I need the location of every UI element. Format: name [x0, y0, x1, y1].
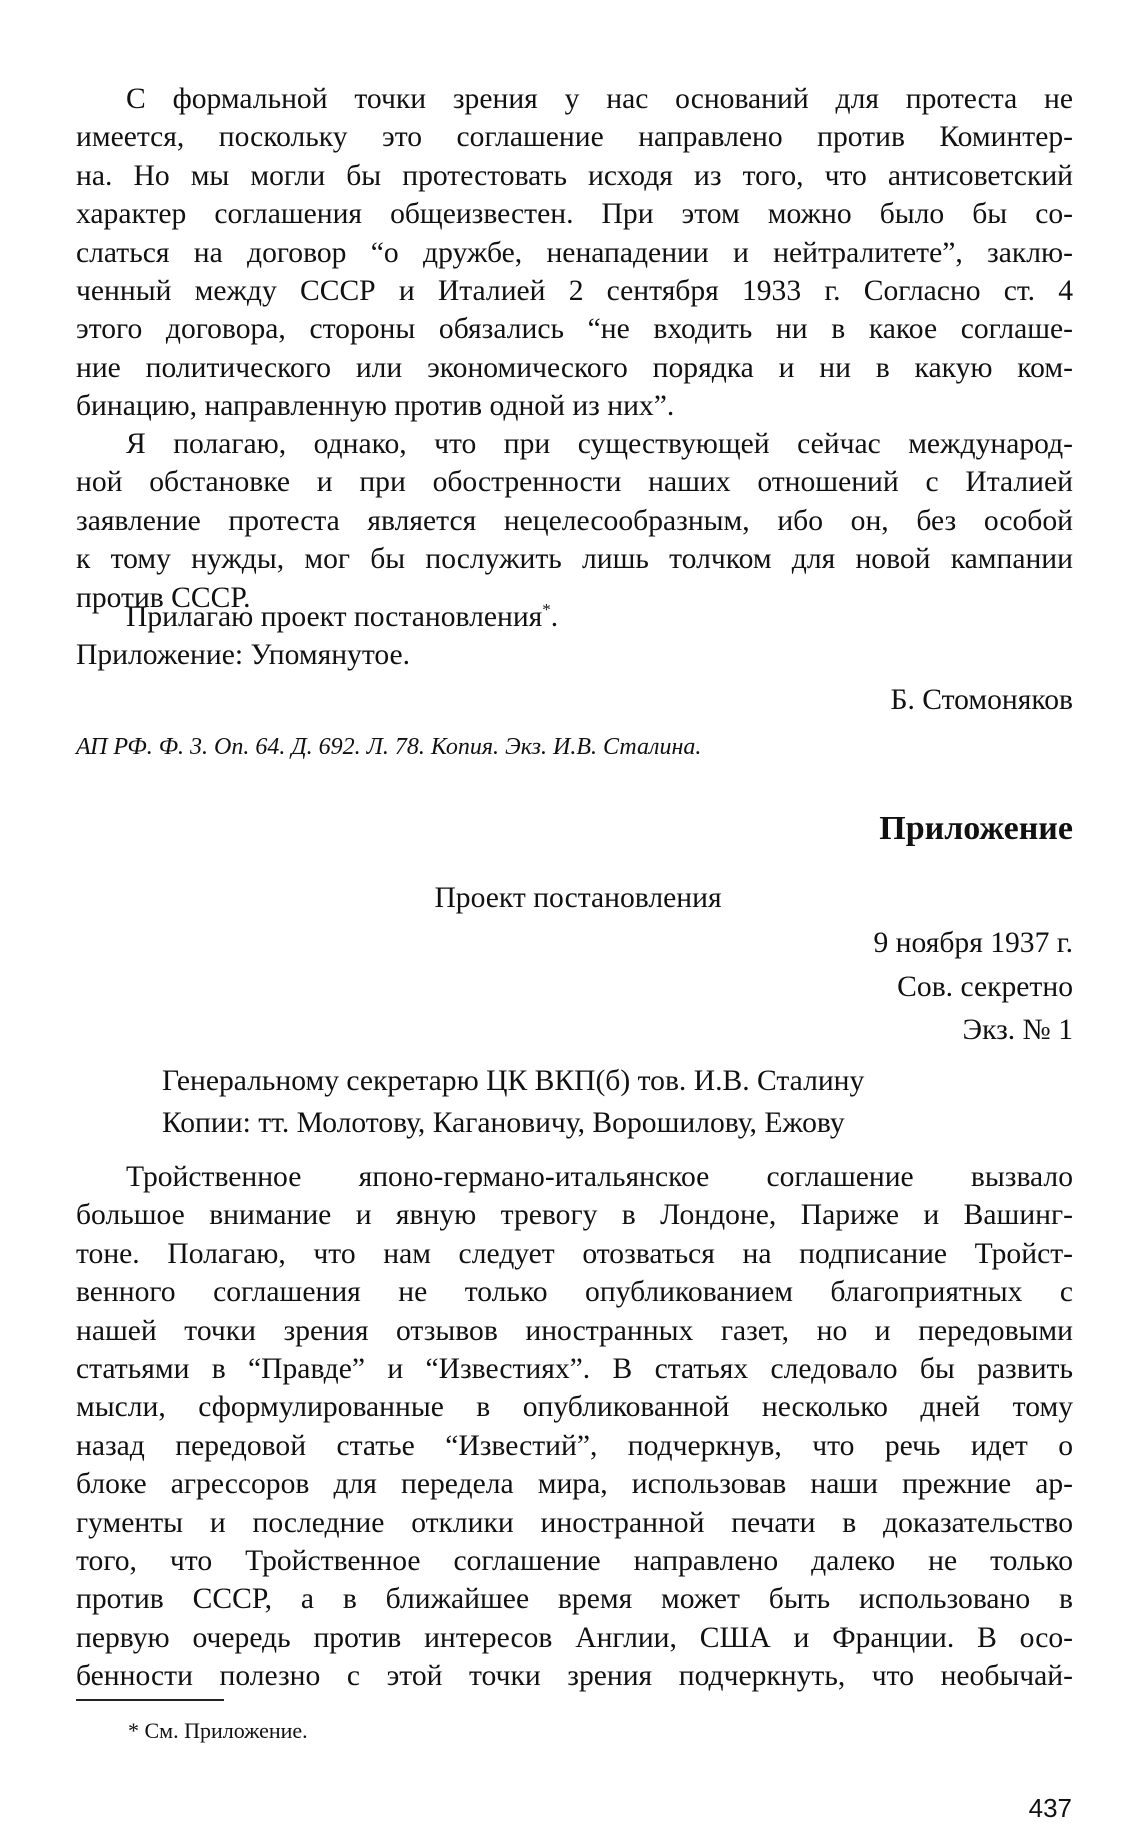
- paragraph-3-line: Тройственное японо-германо-итальянское соглашение вызвало: [126, 1161, 1073, 1193]
- paragraph-2-rest: [76, 463, 1073, 620]
- footnote-divider: [76, 1699, 224, 1701]
- archive-reference: АП РФ. Ф. 3. Оп. 64. Д. 692. Л. 78. Копия. Экз. И.В. Сталина.: [76, 734, 702, 760]
- paragraph-3-line: против СССР, а в ближайшее время может быть использовано в: [76, 1583, 1073, 1616]
- copy-number: Экз. № 1: [962, 1014, 1073, 1046]
- page-number: 437: [1028, 1793, 1072, 1823]
- secrecy-stamp: Сов. секретно: [897, 971, 1073, 1003]
- paragraph-1-line: С формальной точки зрения у нас оснований для протеста не: [126, 83, 1073, 115]
- appendix-heading: Приложение: [879, 810, 1073, 847]
- paragraph-3-line: назад передовой статье “Известий”, подчеркнув, что речь идет о: [76, 1429, 1073, 1462]
- paragraph-1-line: бинацию, направленную против одной из них”.: [76, 390, 675, 423]
- paragraph-2-line: ной обстановке и при обостренности наших отношений с Италией: [76, 466, 1073, 499]
- signature: Б. Стомоняков: [890, 684, 1073, 716]
- paragraph-1: [76, 80, 1073, 118]
- appendix-line: Приложение: Упомянутое.: [76, 639, 411, 671]
- paragraph-3-line: бенности полезно с этой точки зрения подчеркнуть, что необычай-: [76, 1660, 1073, 1693]
- paragraph-2-line: заявление протеста является нецелесообразным, ибо он, без особой: [76, 504, 1073, 537]
- paragraph-2-line: к тому нужды, мог бы послужить лишь толчком для новой кампании: [76, 543, 1073, 576]
- paragraph-1-rest: [76, 118, 1073, 425]
- attachment-period: .: [550, 601, 559, 633]
- paragraph-3-line: мысли, сформулированные в опубликованной несколько дней тому: [76, 1391, 1073, 1424]
- paragraph-1-line: характер соглашения общеизвестен. При этом можно было бы со-: [76, 198, 1073, 231]
- paragraph-3-line: большое внимание и явную тревогу в Лондоне, Париже и Вашинг-: [76, 1199, 1073, 1232]
- paragraph-2-line: против СССР.: [76, 581, 251, 614]
- draft-title: Проект постановления: [434, 882, 722, 914]
- paragraph-3-body: [76, 1196, 1073, 1695]
- paragraph-2: [76, 425, 1073, 463]
- copies-to: Копии: тт. Молотову, Кагановичу, Ворошилову, Ежову: [162, 1107, 845, 1139]
- footnote: * См. Приложение.: [128, 1718, 308, 1743]
- paragraph-1-line: ченный между СССР и Италией 2 сентября 1933 г. Согласно ст. 4: [76, 275, 1073, 308]
- paragraph-3-line: блоке агрессоров для передела мира, использовав наши прежние ар-: [76, 1468, 1073, 1501]
- document-date: 9 ноября 1937 г.: [873, 927, 1073, 959]
- paragraph-3-line: венного соглашения не только опубликованием благоприятных с: [76, 1276, 1073, 1309]
- paragraph-1-line: ние политического или экономического порядка и ни в какую ком-: [76, 351, 1073, 384]
- paragraph-2-line: Я полагаю, однако, что при существующей сейчас международ-: [126, 428, 1073, 460]
- paragraph-3-line: первую очередь против интересов Англии, США и Франции. В осо-: [76, 1621, 1073, 1654]
- paragraph-2-body: [76, 463, 1073, 620]
- attachment-text: Прилагаю проект постановления: [126, 601, 543, 633]
- paragraph-2-first: [76, 425, 1073, 463]
- attachment-note: [126, 598, 558, 636]
- footnote-mark: *: [542, 600, 551, 620]
- paragraph-3-line: того, что Тройственное соглашение направлено далеко не только: [76, 1545, 1073, 1578]
- paragraph-3-line: тоне. Полагаю, что нам следует отозваться на подписание Тройст-: [76, 1237, 1073, 1270]
- paragraph-3-line: нашей точки зрения отзывов иностранных газет, но и передовыми: [76, 1314, 1073, 1347]
- paragraph-3-line: гументы и последние отклики иностранной печати в доказательство: [76, 1506, 1073, 1539]
- paragraph-1-body: [76, 118, 1073, 425]
- addressee: Генеральному секретарю ЦК ВКП(б) тов. И.В. Сталину: [162, 1065, 865, 1097]
- paragraph-1-line: имеется, поскольку это соглашение направлено против Коминтер-: [76, 121, 1073, 154]
- paragraph-1-line: этого договора, стороны обязались “не входить ни в какое соглаше-: [76, 313, 1073, 346]
- paragraph-3-line: статьями в “Правде” и “Известиях”. В статьях следовало бы развить: [76, 1353, 1073, 1386]
- paragraph-1-line: слаться на договор “о дружбе, ненападении и нейтралитете”, заклю-: [76, 236, 1073, 269]
- paragraph-3-rest: [76, 1196, 1073, 1695]
- paragraph-3: [76, 1158, 1073, 1196]
- paragraph-3-first: [76, 1158, 1073, 1196]
- paragraph-1-line: на. Но мы могли бы протестовать исходя из того, что антисоветский: [76, 159, 1073, 192]
- paragraph-formal-protest: [76, 80, 1073, 118]
